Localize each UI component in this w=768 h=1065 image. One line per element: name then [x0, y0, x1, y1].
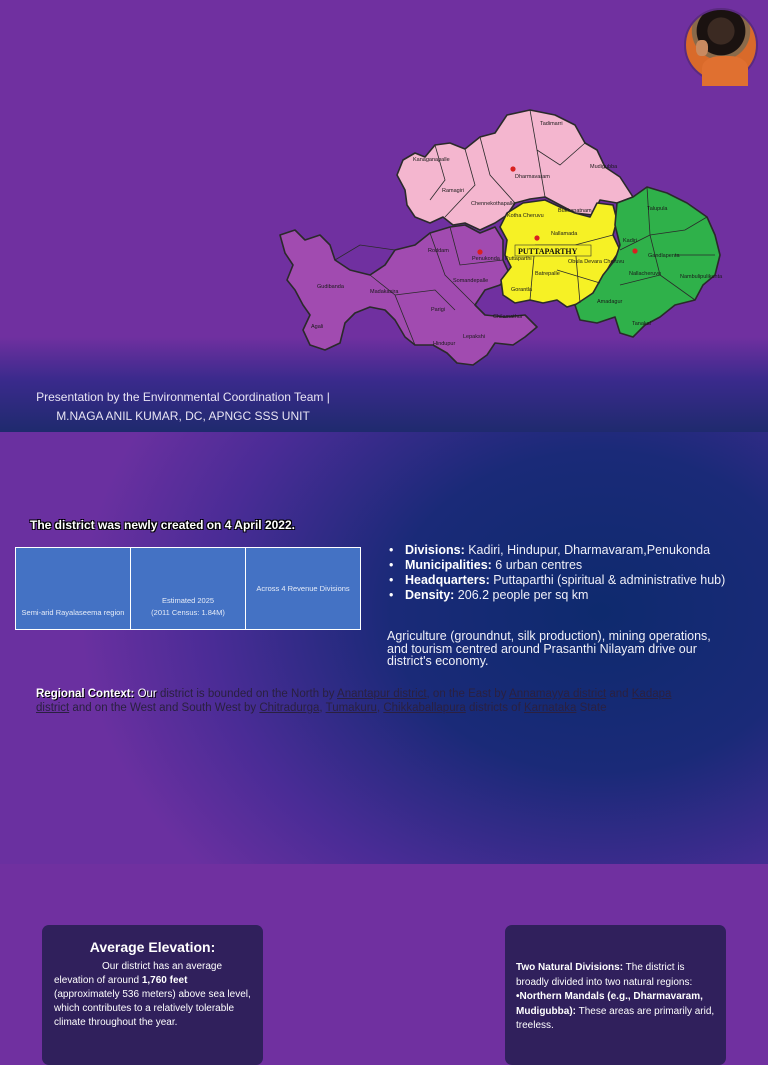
map-mandal-label: Nallacheruvu: [629, 271, 662, 277]
link-chitradurga[interactable]: Chitradurga: [259, 702, 320, 714]
fact-item: • Headquarters: Puttaparthi (spiritual & administrative hub): [387, 573, 767, 588]
map-mandal-label: Chennekothapalle: [471, 201, 516, 207]
map-mandal-label: Kadiri: [623, 238, 638, 244]
natural-divisions-card: Two Natural Divisions: The district is broadly divided into two natural regions: •Northern Mandals (e.g., Dharmavaram, Mudigubba): These areas are primarily arid, treeless.: [505, 925, 726, 1065]
fact-item: • Divisions: Kadiri, Hindupur, Dharmavaram,Penukonda: [387, 543, 767, 558]
map-mandal-label: Chilamathur: [493, 314, 523, 320]
map-mandal-label: Nallamada: [551, 231, 578, 237]
map-mandal-label: Kanaganapalle: [413, 157, 450, 163]
elevation-title: Average Elevation:: [89, 939, 216, 955]
map-mandal-label: Gorantla: [511, 287, 533, 293]
raised-hand-icon: [696, 40, 708, 56]
map-mandal-label: Ramagiri: [442, 188, 465, 194]
map-mandal-label: Batrepalle: [535, 271, 560, 277]
district-facts-list: [387, 543, 767, 603]
link-tumakuru[interactable]: Tumakuru: [325, 702, 377, 714]
fact-item: • Density: 206.2 people per sq km: [387, 588, 767, 603]
link-annamayya[interactable]: Annamayya district: [509, 688, 607, 700]
elevation-card: [42, 925, 263, 1065]
presentation-credit: [0, 388, 366, 426]
elevation-body: Our district has an average elevation of around 1,760 feet (approximately 536 meters) above sea level, which contributes to a relatively tolerable climate throughout the year.: [54, 961, 251, 1028]
map-mandal-label: Kotha Cheruvu: [507, 213, 544, 219]
fact-item: • Municipalities: 6 urban centres: [387, 558, 767, 573]
map-mandal-label: Mudigubba: [590, 164, 618, 170]
map-mandal-label: Hindupur: [433, 341, 456, 347]
map-mandal-label: Madakasira: [370, 289, 399, 295]
link-kadapa[interactable]: Kadapa district: [36, 688, 672, 714]
map-mandal-label: Gandlapenta: [648, 253, 680, 259]
map-district-label: PUTTAPARTHY: [518, 247, 578, 256]
stat-cell-population: Estimated 2025 (2011 Census: 1.84M): [131, 548, 246, 629]
stat-cell-divisions: Across 4 Revenue Divisions: [256, 583, 350, 593]
stats-table: [15, 547, 361, 630]
regional-context-paragraph: Regional Context: Our district is bounded on the North by Anantapur district, on the East by Annamayya district and Kadapa district and on the West and South West by Chitradurga, Tumakuru, Chikkaballapura districts of Karnataka State: [36, 688, 672, 714]
map-mandal-label: Agali: [311, 324, 324, 330]
geography-slide: [0, 864, 768, 1031]
link-anantapur[interactable]: Anantapur district: [337, 688, 427, 700]
economy-paragraph: Agriculture (groundnut, silk production), mining operations, and tourism centred around Prasanthi Nilayam drive our district's economy.: [387, 629, 711, 668]
district-overview-slide: [0, 432, 768, 864]
map-mandal-label: Bukkapatnam: [558, 208, 592, 214]
credit-line-2: M.NAGA ANIL KUMAR, DC, APNGC SSS UNIT: [56, 409, 310, 423]
map-mandal-label: Parigi: [431, 307, 446, 313]
avatar: [684, 8, 758, 82]
map-mandal-label: Gudibanda: [317, 284, 344, 290]
map-mandal-label: Penukonda: [472, 256, 500, 262]
map-mandal-label: Tanakal: [632, 321, 651, 327]
map-mandal-label: Roddam: [428, 248, 449, 254]
map-mandal-label: Dharmavaram: [515, 174, 550, 180]
credit-line-1: Presentation by the Environmental Coordination Team |: [36, 390, 330, 404]
link-karnataka[interactable]: Karnataka: [523, 702, 577, 714]
map-mandal-label: Puttaparthi: [505, 256, 532, 262]
stat-cell-region: Semi-arid Rayalaseema region: [16, 548, 131, 629]
map-mandal-label: Obula Devara Cheruvu: [568, 259, 625, 265]
title-slide: [0, 0, 768, 432]
link-chikkaballapura[interactable]: Chikkaballapura: [383, 702, 466, 714]
map-mandal-label: Talupula: [647, 206, 668, 212]
map-mandal-label: Lepakshi: [463, 334, 486, 340]
map-mandal-label: Amadagur: [597, 299, 623, 305]
district-map: [275, 105, 730, 370]
map-mandal-label: Nambulipulikunta: [680, 274, 723, 280]
creation-date-heading: The district was newly created on 4 April 2022.: [30, 518, 295, 532]
map-mandal-label: Tadimarri: [540, 121, 563, 127]
map-region-west: [280, 225, 537, 365]
map-mandal-label: Somandepalle: [453, 278, 489, 284]
